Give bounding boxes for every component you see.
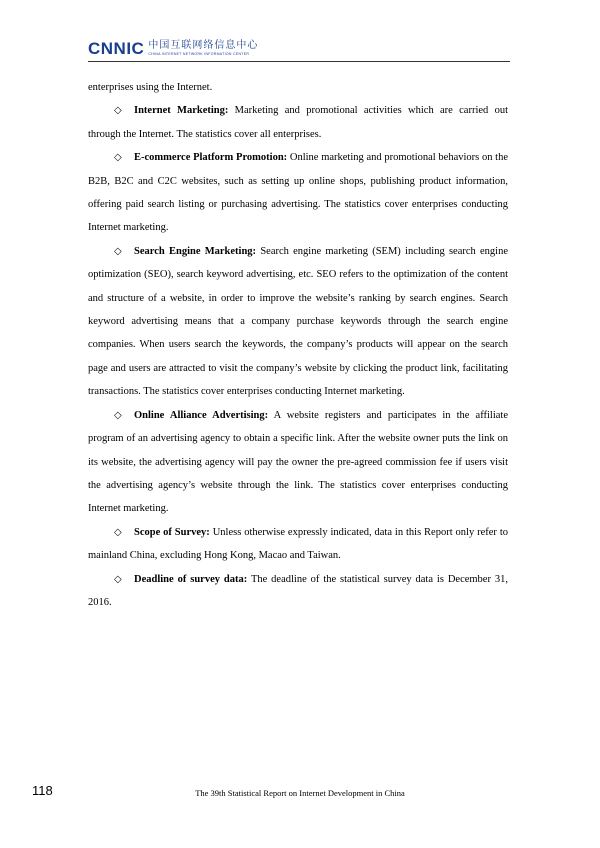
diamond-bullet-icon: ◇ (114, 105, 122, 117)
footer-report-title: The 39th Statistical Report on Internet Development in China (195, 788, 405, 798)
definition-ecommerce-platform-promotion (88, 146, 508, 240)
body-text (88, 76, 508, 614)
definition-deadline-of-survey-data (88, 568, 508, 615)
page-number: 118 (32, 783, 53, 798)
definition-online-alliance-advertising (88, 404, 508, 521)
definition-search-engine-marketing (88, 240, 508, 404)
page-header (88, 38, 510, 60)
definition-term: Deadline of survey data: (134, 573, 248, 585)
logo-english-name: CHINA INTERNET NETWORK INFORMATION CENTER (148, 52, 250, 56)
diamond-bullet-icon: ◇ (114, 152, 122, 164)
diamond-bullet-icon: ◇ (114, 409, 122, 421)
diamond-bullet-icon: ◇ (114, 526, 122, 538)
logo-chinese-name: 中国互联网络信息中心 (148, 40, 259, 51)
logo-mark: CNNIC (88, 39, 145, 58)
definition-scope-of-survey (88, 521, 508, 568)
definition-term: E-commerce Platform Promotion: (134, 152, 288, 164)
definition-text: Search engine marketing (SEM) including search engine optimization (SEO), search keyword advertising, etc. SEO refers to the optimization of the content and structure of a website, in order to improve the website’s ranking by search engines. Search keyword advertising means that a company purchase keywords through the search engine companies. When users search the keywords, the company’s products will appear on the search page and users are attracted to visit the company’s website by clicking the product link, facilitating transactions. The statistics cover enterprises conducting Internet marketing. (88, 245, 508, 398)
definition-text: A website registers and participates in the affiliate program of an advertising agency to obtain a specific link. After the website owner puts the link on its website, the advertising agency will pay the owner the pre-agreed commission fee if users visit the advertising agency’s website through the link. The statistics cover enterprises conducting Internet marketing. (88, 409, 508, 515)
definition-term: Search Engine Marketing: (134, 245, 257, 257)
cnnic-logo (88, 40, 258, 60)
definition-text: Marketing and promotional activities which are carried out through the Internet. The statistics cover all enterprises. (88, 105, 508, 140)
definition-term: Internet Marketing: (134, 105, 229, 117)
header-divider (88, 61, 510, 62)
definition-term: Online Alliance Advertising: (134, 409, 269, 421)
lead-paragraph: enterprises using the Internet. (88, 82, 213, 93)
definition-term: Scope of Survey: (134, 526, 210, 538)
definition-text: The deadline of the statistical survey data is December 31, 2016. (88, 573, 509, 608)
diamond-bullet-icon: ◇ (114, 245, 122, 257)
logo-text (148, 40, 258, 57)
diamond-bullet-icon: ◇ (114, 573, 122, 585)
definition-text: Unless otherwise expressly indicated, data in this Report only refer to mainland China, excluding Hong Kong, Macao and Taiwan. (88, 526, 508, 562)
definition-internet-marketing (88, 99, 508, 146)
definition-text: Online marketing and promotional behaviors on the B2B, B2C and C2C websites, such as setting up online shops, publishing product information, offering paid search listing or purchasing advertising. The statistics cover enterprises conducting Internet marketing. (88, 152, 508, 234)
